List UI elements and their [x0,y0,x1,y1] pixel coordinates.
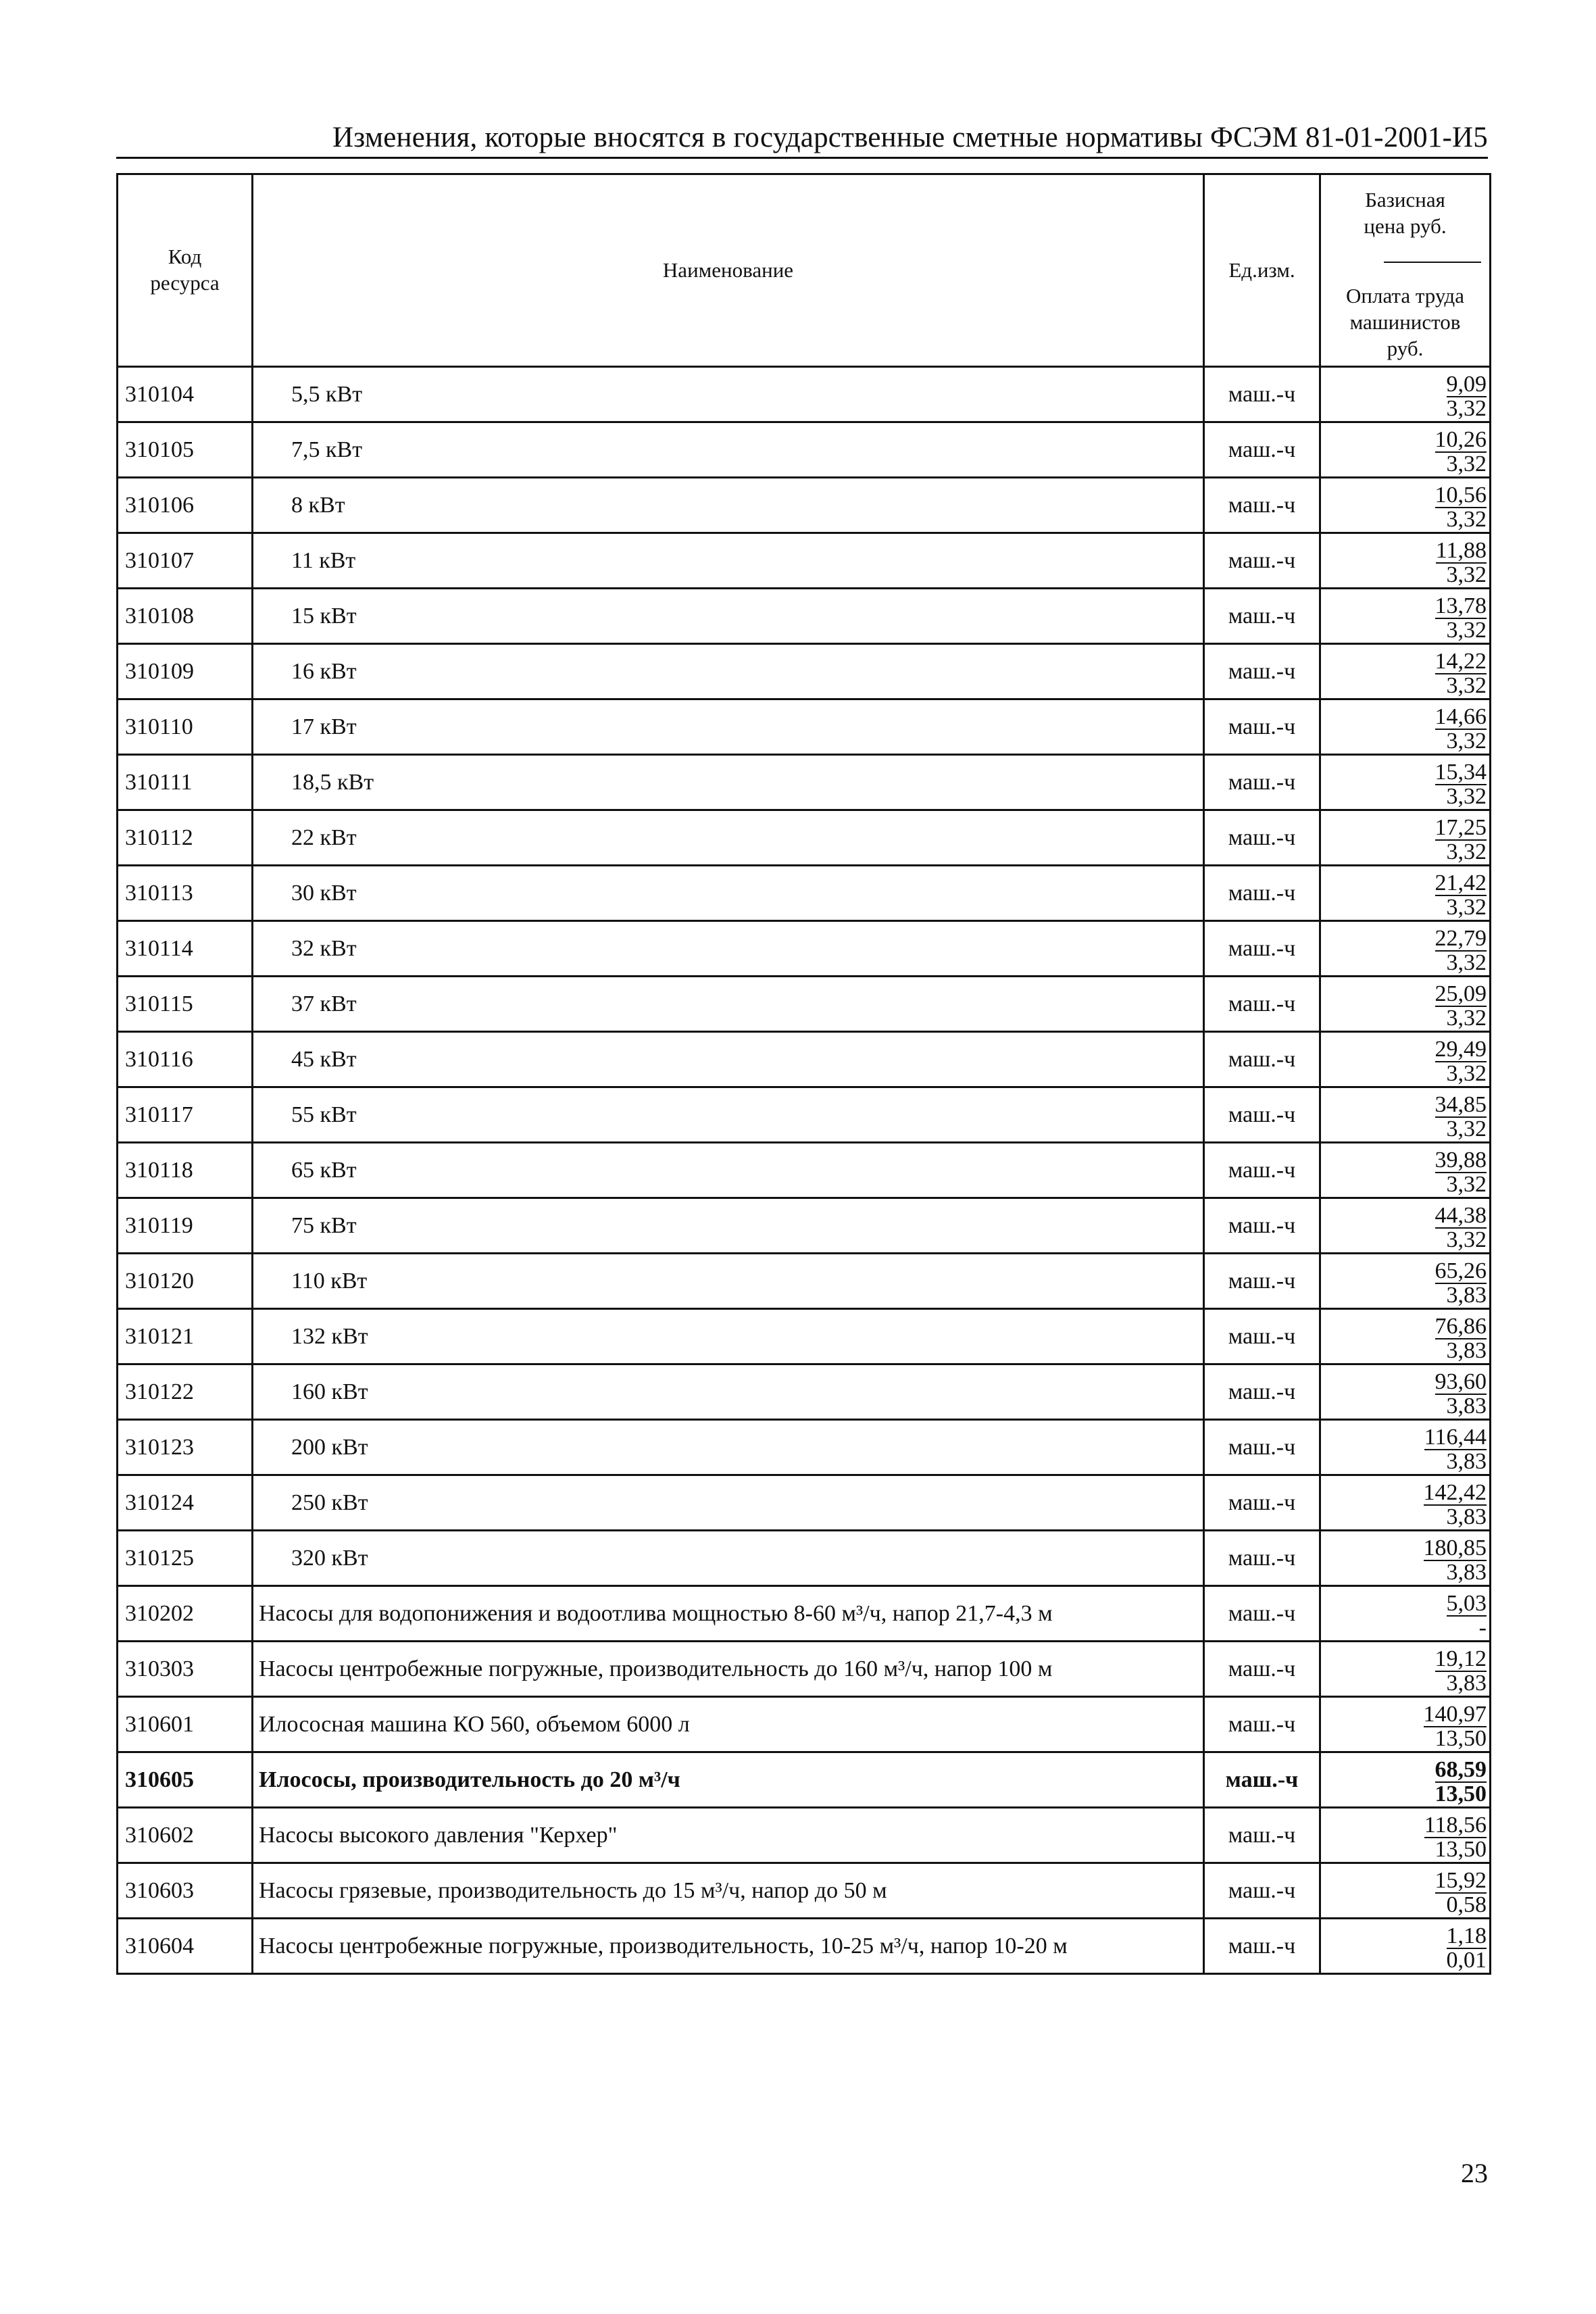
price-value: 21,42 [1435,870,1487,895]
cell-unit: маш.-ч [1204,1254,1320,1309]
labor-value: 0,58 [1446,1892,1487,1918]
cell-name: 16 кВт [253,644,1204,699]
cell-name: 15 кВт [253,589,1204,644]
cell-price [1320,1420,1491,1475]
cell-unit: маш.-ч [1204,1309,1320,1364]
cell-name: 160 кВт [253,1364,1204,1420]
col-header-name [253,174,1204,367]
labor-value: 3,32 [1446,784,1487,810]
table-row [118,866,1491,921]
cell-name: 18,5 кВт [253,755,1204,810]
cell-unit: маш.-ч [1204,1531,1320,1586]
price-value: 25,09 [1435,981,1487,1006]
table-row [118,1808,1491,1863]
labor-value: 3,32 [1446,451,1487,477]
cell-name: Насосы высокого давления "Керхер" [253,1808,1204,1863]
table-row [118,1586,1491,1642]
cell-code: 310105 [118,422,253,478]
cell-price [1320,810,1491,866]
cell-code: 310121 [118,1309,253,1364]
cell-price [1320,866,1491,921]
col-header-price-label: Базисная цена руб. [1364,188,1447,238]
cell-name: 320 кВт [253,1531,1204,1586]
price-value: 44,38 [1435,1202,1487,1228]
labor-value: 3,83 [1446,1671,1487,1696]
labor-value: 0,01 [1446,1948,1487,1973]
cell-unit: маш.-ч [1204,367,1320,422]
cell-unit: маш.-ч [1204,1697,1320,1752]
labor-value: 3,32 [1446,1172,1487,1198]
price-value: 10,56 [1435,482,1487,508]
price-value: 140,97 [1423,1701,1487,1727]
labor-value: 3,32 [1446,895,1487,920]
cell-unit: маш.-ч [1204,1032,1320,1087]
labor-value: 3,32 [1446,396,1487,422]
cell-name: 45 кВт [253,1032,1204,1087]
cell-name: 37 кВт [253,977,1204,1032]
labor-value: 3,32 [1446,507,1487,533]
cell-code: 310604 [118,1919,253,1974]
cell-name: 5,5 кВт [253,367,1204,422]
labor-value: 3,32 [1446,618,1487,643]
cell-name: 200 кВт [253,1420,1204,1475]
table-row [118,1087,1491,1143]
table-row [118,478,1491,533]
cell-price [1320,1697,1491,1752]
labor-value: 3,32 [1446,1006,1487,1031]
cell-unit: маш.-ч [1204,1475,1320,1531]
table-row [118,1863,1491,1919]
table-row [118,1919,1491,1974]
cell-name: 65 кВт [253,1143,1204,1198]
table-body [118,367,1491,1974]
cell-unit: маш.-ч [1204,644,1320,699]
table-row [118,1475,1491,1531]
cell-code: 310303 [118,1642,253,1697]
cell-name: Насосы центробежные погружные, производительность, 10-25 м³/ч, напор 10-20 м [253,1919,1204,1974]
cell-unit: маш.-ч [1204,1143,1320,1198]
labor-value: 3,32 [1446,562,1487,588]
cell-code: 310108 [118,589,253,644]
col-header-code [118,174,253,367]
cell-code: 310106 [118,478,253,533]
cell-name: Илососная машина КО 560, объемом 6000 л [253,1697,1204,1752]
table-row [118,1254,1491,1309]
labor-value: 3,83 [1446,1338,1487,1364]
cell-unit: маш.-ч [1204,810,1320,866]
table-row [118,1198,1491,1254]
cell-unit: маш.-ч [1204,1586,1320,1642]
cell-code: 310123 [118,1420,253,1475]
cell-code: 310118 [118,1143,253,1198]
labor-value: 3,32 [1446,950,1487,976]
cell-code: 310116 [118,1032,253,1087]
price-value: 76,86 [1435,1313,1487,1339]
cell-price [1320,1919,1491,1974]
cell-price [1320,533,1491,589]
cell-unit: маш.-ч [1204,589,1320,644]
labor-value: 3,32 [1446,1116,1487,1142]
cell-code: 310113 [118,866,253,921]
price-value: 9,09 [1446,371,1487,397]
cell-unit: маш.-ч [1204,1863,1320,1919]
cell-code: 310110 [118,699,253,755]
cell-unit: маш.-ч [1204,1752,1320,1808]
cell-price [1320,977,1491,1032]
cell-price [1320,1254,1491,1309]
cell-name: 110 кВт [253,1254,1204,1309]
labor-value: 3,83 [1446,1283,1487,1308]
cell-code: 310114 [118,921,253,977]
resource-table [116,173,1491,1975]
cell-unit: маш.-ч [1204,478,1320,533]
price-value: 34,85 [1435,1091,1487,1117]
table-row [118,422,1491,478]
price-value: 180,85 [1423,1535,1487,1560]
cell-code: 310601 [118,1697,253,1752]
table-row [118,644,1491,699]
price-value: 15,92 [1435,1867,1487,1893]
col-header-unit-label: Ед.изм. [1228,257,1295,282]
table-row [118,1143,1491,1198]
cell-code: 310111 [118,755,253,810]
table-row [118,1697,1491,1752]
labor-value: 3,83 [1446,1560,1487,1585]
cell-price [1320,1863,1491,1919]
table-row [118,699,1491,755]
price-value: 10,26 [1435,426,1487,452]
cell-unit: маш.-ч [1204,1198,1320,1254]
labor-value: 13,50 [1435,1837,1487,1863]
price-value: 116,44 [1424,1424,1487,1450]
price-value: 19,12 [1435,1646,1487,1671]
labor-value: 3,32 [1446,1061,1487,1087]
cell-name: Насосы грязевые, производительность до 15 м³/ч, напор до 50 м [253,1863,1204,1919]
labor-value: 3,32 [1446,673,1487,699]
price-value: 5,03 [1446,1590,1487,1616]
cell-price [1320,367,1491,422]
cell-name: 22 кВт [253,810,1204,866]
cell-unit: маш.-ч [1204,1642,1320,1697]
table-row [118,1752,1491,1808]
cell-code: 310603 [118,1863,253,1919]
cell-price [1320,1032,1491,1087]
cell-unit: маш.-ч [1204,921,1320,977]
cell-price [1320,1752,1491,1808]
table-row [118,755,1491,810]
price-value: 39,88 [1435,1147,1487,1173]
col-header-divider [1384,262,1481,263]
cell-price [1320,644,1491,699]
cell-price [1320,699,1491,755]
col-header-labor-label: Оплата труда машинистов руб. [1346,284,1464,360]
cell-unit: маш.-ч [1204,533,1320,589]
cell-price [1320,755,1491,810]
cell-code: 310115 [118,977,253,1032]
cell-unit: маш.-ч [1204,977,1320,1032]
cell-price [1320,1143,1491,1198]
cell-name: 17 кВт [253,699,1204,755]
price-value: 93,60 [1435,1369,1487,1394]
page-number: 23 [1461,2158,1488,2188]
cell-unit: маш.-ч [1204,1364,1320,1420]
cell-name: 7,5 кВт [253,422,1204,478]
table-row [118,1309,1491,1364]
cell-name: Илососы, производительность до 20 м³/ч [253,1752,1204,1808]
cell-code: 310120 [118,1254,253,1309]
cell-name: 250 кВт [253,1475,1204,1531]
cell-name: 55 кВт [253,1087,1204,1143]
table-row [118,1032,1491,1087]
labor-value: 3,83 [1446,1504,1487,1530]
cell-code: 310109 [118,644,253,699]
cell-name: 75 кВт [253,1198,1204,1254]
cell-price [1320,589,1491,644]
cell-unit: маш.-ч [1204,699,1320,755]
cell-unit: маш.-ч [1204,422,1320,478]
labor-value: 13,50 [1435,1781,1487,1807]
price-value: 65,26 [1435,1258,1487,1283]
col-header-name-label: Наименование [662,257,794,282]
table-row [118,1642,1491,1697]
cell-name: 32 кВт [253,921,1204,977]
cell-unit: маш.-ч [1204,1808,1320,1863]
labor-value: 3,32 [1446,1227,1487,1253]
cell-name: 132 кВт [253,1309,1204,1364]
table-row [118,810,1491,866]
cell-name: 8 кВт [253,478,1204,533]
table-row [118,921,1491,977]
cell-unit: маш.-ч [1204,755,1320,810]
cell-code: 310104 [118,367,253,422]
cell-price [1320,921,1491,977]
price-value: 1,18 [1446,1923,1487,1948]
price-value: 22,79 [1435,925,1487,951]
cell-code: 310202 [118,1586,253,1642]
cell-unit: маш.-ч [1204,866,1320,921]
cell-price [1320,1309,1491,1364]
cell-code: 310124 [118,1475,253,1531]
table-header-row [118,174,1491,367]
price-value: 14,66 [1435,704,1487,729]
cell-name: 30 кВт [253,866,1204,921]
table-row [118,533,1491,589]
labor-value: 3,83 [1446,1449,1487,1475]
price-value: 118,56 [1424,1812,1487,1838]
table-row [118,1420,1491,1475]
cell-code: 310605 [118,1752,253,1808]
cell-code: 310602 [118,1808,253,1863]
price-value: 11,88 [1435,537,1487,563]
price-value: 14,22 [1435,648,1487,674]
cell-price [1320,1475,1491,1531]
price-value: 15,34 [1435,759,1487,785]
page-header [116,115,1488,159]
cell-code: 310119 [118,1198,253,1254]
cell-price [1320,1642,1491,1697]
cell-price [1320,1531,1491,1586]
table-row [118,977,1491,1032]
cell-price [1320,1808,1491,1863]
col-header-unit [1204,174,1320,367]
cell-price [1320,422,1491,478]
labor-value: 3,32 [1446,839,1487,865]
price-value: 29,49 [1435,1036,1487,1062]
cell-code: 310117 [118,1087,253,1143]
table-row [118,1531,1491,1586]
cell-unit: маш.-ч [1204,1919,1320,1974]
cell-code: 310122 [118,1364,253,1420]
table-row [118,589,1491,644]
labor-value: 3,32 [1446,729,1487,754]
labor-value: 13,50 [1435,1726,1487,1752]
price-value: 142,42 [1423,1479,1487,1505]
table-row [118,367,1491,422]
table-row [118,1364,1491,1420]
price-value: 17,25 [1435,814,1487,840]
price-value: 13,78 [1435,593,1487,618]
labor-value: - [1478,1615,1487,1641]
cell-price [1320,1198,1491,1254]
cell-code: 310125 [118,1531,253,1586]
col-header-price [1320,174,1491,367]
cell-price [1320,1586,1491,1642]
header-title: Изменения, которые вносятся в государственные сметные нормативы ФСЭМ 81-01-2001-И5 [332,122,1488,153]
cell-name: Насосы центробежные погружные, производительность до 160 м³/ч, напор 100 м [253,1642,1204,1697]
cell-price [1320,1364,1491,1420]
cell-price [1320,1087,1491,1143]
cell-name: Насосы для водопонижения и водоотлива мощностью 8-60 м³/ч, напор 21,7-4,3 м [253,1586,1204,1642]
col-header-code-label: Код ресурса [150,245,220,295]
price-value: 68,59 [1435,1756,1487,1782]
cell-code: 310107 [118,533,253,589]
cell-price [1320,478,1491,533]
cell-name: 11 кВт [253,533,1204,589]
labor-value: 3,83 [1446,1394,1487,1419]
cell-unit: маш.-ч [1204,1420,1320,1475]
cell-unit: маш.-ч [1204,1087,1320,1143]
cell-code: 310112 [118,810,253,866]
